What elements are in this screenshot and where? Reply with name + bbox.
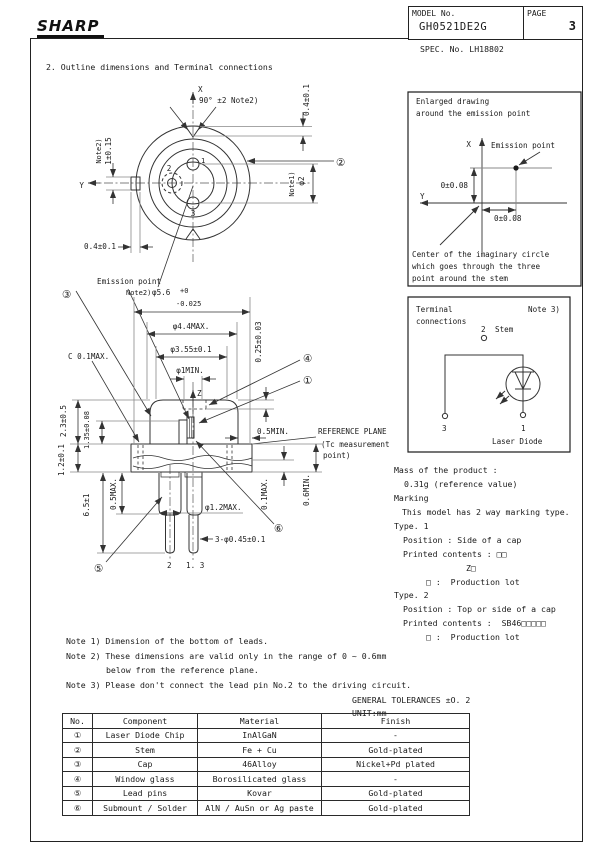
table-row: [63, 743, 470, 758]
page-box: [523, 6, 583, 40]
type1-contents: Printed contents : □□: [403, 549, 507, 559]
terminal-circuit: [442, 335, 540, 418]
terminal-laser-diode-label: Laser Diode: [492, 437, 543, 446]
cell-finish: Gold-plated: [322, 786, 470, 801]
marking-type1: Type. 1: [394, 521, 429, 531]
enlarged-caption-1: Center of the imaginary circle: [412, 250, 550, 259]
tab-dim: 1±0.15: [104, 137, 113, 165]
lead-dia-dim: 3-φ0.45±0.1: [215, 535, 266, 544]
page-label: PAGE: [527, 9, 547, 18]
enlarged-emission-label: Emission point: [491, 141, 556, 150]
notch-dim: 0.4±0.1: [302, 83, 311, 117]
d06min-dim: 0.6MIN.: [302, 473, 311, 507]
axis-x-label: X: [198, 85, 203, 94]
col-header-component: Component: [93, 714, 198, 729]
unit-label: UNIT:mm: [352, 708, 387, 718]
cell-material: 46Alloy: [198, 757, 322, 772]
terminal-pin2: 2: [481, 325, 486, 334]
terminal-pin3: 3: [442, 424, 447, 433]
type1-lot: □ : Production lot: [426, 577, 520, 587]
d01max-dim: 0.1MAX.: [260, 477, 269, 511]
type2-lot: □ : Production lot: [426, 632, 520, 642]
col-header-no: No.: [63, 714, 93, 729]
side-view-labels: [57, 287, 390, 575]
cell-component: Cap: [93, 757, 198, 772]
model-box: [408, 6, 523, 40]
phi355-dim: φ3.55±0.1: [170, 345, 212, 354]
section-title: 2. Outline dimensions and Terminal connections: [46, 62, 273, 72]
col-header-finish: Finish: [322, 714, 470, 729]
angle-dim: 90° ±2 Note2): [199, 96, 259, 105]
cell-component: Laser Diode Chip: [93, 728, 198, 743]
col-header-material: Material: [198, 714, 322, 729]
d05min-dim: 0.5MIN.: [257, 427, 290, 436]
cell-no: ③: [63, 757, 93, 772]
cell-no: ②: [63, 743, 93, 758]
table-row: [63, 801, 470, 816]
model-label: MODEL No.: [412, 9, 456, 18]
model-value: GH0521DE2G: [419, 21, 488, 33]
note-1: Note 1) Dimension of the bottom of leads.: [66, 636, 269, 646]
table-row: [63, 728, 470, 743]
top-view-labels: [62, 84, 345, 301]
note-2b: below from the reference plane.: [106, 665, 259, 675]
cell-finish: -: [322, 728, 470, 743]
cell-finish: Nickel+Pd plated: [322, 757, 470, 772]
chamfer-dim: C 0.1MAX.: [68, 352, 110, 361]
enlarged-emission-point-box: [405, 90, 585, 290]
terminal-pin1: 1: [521, 424, 526, 433]
marking-label: Marking: [394, 493, 429, 503]
marking-desc: This model has 2 way marking type.: [402, 507, 570, 517]
phi56-tol-top: +0: [180, 287, 189, 295]
cell-component: Stem: [93, 743, 198, 758]
cell-no: ⑥: [63, 801, 93, 816]
enlarged-caption-2: which goes through the three: [412, 262, 541, 271]
enlarged-title-2: around the emission point: [416, 109, 531, 118]
cell-finish: -: [322, 772, 470, 787]
marking-type2: Type. 2: [394, 590, 429, 600]
callout-3-cap: ③: [62, 289, 72, 301]
glass-dim: 0.25±0.03: [254, 321, 263, 363]
cell-finish: Gold-plated: [322, 801, 470, 816]
enlarged-title-1: Enlarged drawing: [416, 97, 490, 106]
pin3-label: 3: [190, 209, 196, 218]
axis-y-label: Y: [79, 181, 84, 190]
mass-value: 0.31g (reference value): [404, 479, 518, 489]
terminal-note: Note 3): [528, 305, 561, 314]
pcd-note: Note1): [288, 171, 296, 197]
type2-position: Position : Top or side of a cap: [403, 604, 556, 614]
cell-component: Window glass: [93, 772, 198, 787]
phi56-note: Note2): [126, 289, 152, 297]
d12-dim: 1.2±0.1: [57, 443, 66, 477]
tc-point-label: point): [323, 451, 351, 460]
mass-label: Mass of the product :: [394, 465, 498, 475]
phi44-dim: φ4.4MAX.: [172, 322, 210, 331]
enlarged-caption-3: point around the stem: [412, 274, 509, 283]
enlarged-axes: [420, 138, 567, 252]
enlarged-labels: [412, 97, 555, 283]
note-2a: Note 2) These dimensions are valid only in the range of 0 ~ 0.6mm: [66, 651, 387, 661]
callout-5-leads: ⑤: [94, 563, 104, 575]
cell-material: Fe + Cu: [198, 743, 322, 758]
phi56-tol-bot: -0.025: [176, 300, 202, 308]
cell-material: Kovar: [198, 786, 322, 801]
pin1-label: 1: [201, 157, 206, 165]
note-3: Note 3) Please don't connect the lead pin No.2 to the driving circuit.: [66, 680, 412, 690]
lead-pin2-label: 2: [167, 561, 172, 570]
lead-pin13-label: 1. 3: [186, 561, 205, 570]
terminal-title-1: Terminal: [416, 305, 453, 314]
pin2-label: 2: [166, 164, 172, 173]
tab-width-dim: 0.4±0.1: [84, 242, 117, 251]
d65-dim: 6.5±1: [82, 493, 91, 517]
d135-dim: 1.35±0.08: [83, 411, 91, 449]
d05max-dim: 0.5MAX.: [109, 477, 118, 511]
table-row: [63, 757, 470, 772]
callout-6-submount: ⑥: [274, 523, 284, 535]
type1-contents-2: Z□: [466, 563, 476, 573]
tab-dim-note: Note2): [95, 138, 103, 164]
terminal-title-2: connections: [416, 317, 467, 326]
cell-material: Borosilicated glass: [198, 772, 322, 787]
table-row: [63, 772, 470, 787]
general-tolerances: GENERAL TOLERANCES ±O. 2: [352, 695, 471, 705]
callout-2-stem: ②: [336, 157, 346, 169]
parts-table: [62, 713, 470, 816]
spec-number: SPEC. No. LH18802: [420, 44, 504, 54]
type1-position: Position : Side of a cap: [403, 535, 522, 545]
table-row: [63, 786, 470, 801]
cell-finish: Gold-plated: [322, 743, 470, 758]
phi1-dim: φ1MIN.: [176, 366, 204, 375]
type2-contents: Printed contents : SB46□□□□□: [403, 618, 546, 628]
terminal-connections-box: [405, 295, 575, 455]
sharp-logo: SHARP: [37, 18, 104, 38]
cell-no: ⑤: [63, 786, 93, 801]
phi12-dim: φ1.2MAX.: [205, 503, 242, 512]
enlarged-axis-x: X: [466, 140, 471, 149]
d23-dim: 2.3±0.5: [59, 404, 68, 438]
callout-1-chip: ①: [303, 375, 313, 387]
tc-measurement-label: (Tc measurement: [321, 440, 390, 449]
cell-no: ①: [63, 728, 93, 743]
outline-dimensions-drawing: [30, 72, 400, 620]
emission-point-dot: [513, 165, 518, 170]
cell-material: InAlGaN: [198, 728, 322, 743]
pcd-dim: φ2: [297, 176, 306, 186]
cell-component: Lead pins: [93, 786, 198, 801]
cell-material: AlN / AuSn or Ag paste: [198, 801, 322, 816]
enlarged-axis-y: Y: [420, 192, 425, 201]
reference-plane-label: REFERENCE PLANE: [318, 427, 387, 436]
terminal-stem-label: Stem: [495, 325, 514, 334]
emission-point-label: Emission point: [97, 277, 162, 286]
phi56-dim: φ5.6: [152, 288, 171, 297]
axis-z-label: Z: [197, 389, 202, 398]
cell-component: Submount / Solder: [93, 801, 198, 816]
enlarged-dim-horizontal: 0±0.08: [494, 214, 522, 223]
callout-4-window: ④: [303, 353, 313, 365]
terminal-labels: [416, 305, 560, 446]
table-header-row: [63, 714, 470, 729]
cell-no: ④: [63, 772, 93, 787]
side-view-package: [131, 400, 252, 553]
page-number: 3: [568, 19, 576, 33]
enlarged-dim-vertical: 0±0.08: [440, 181, 468, 190]
